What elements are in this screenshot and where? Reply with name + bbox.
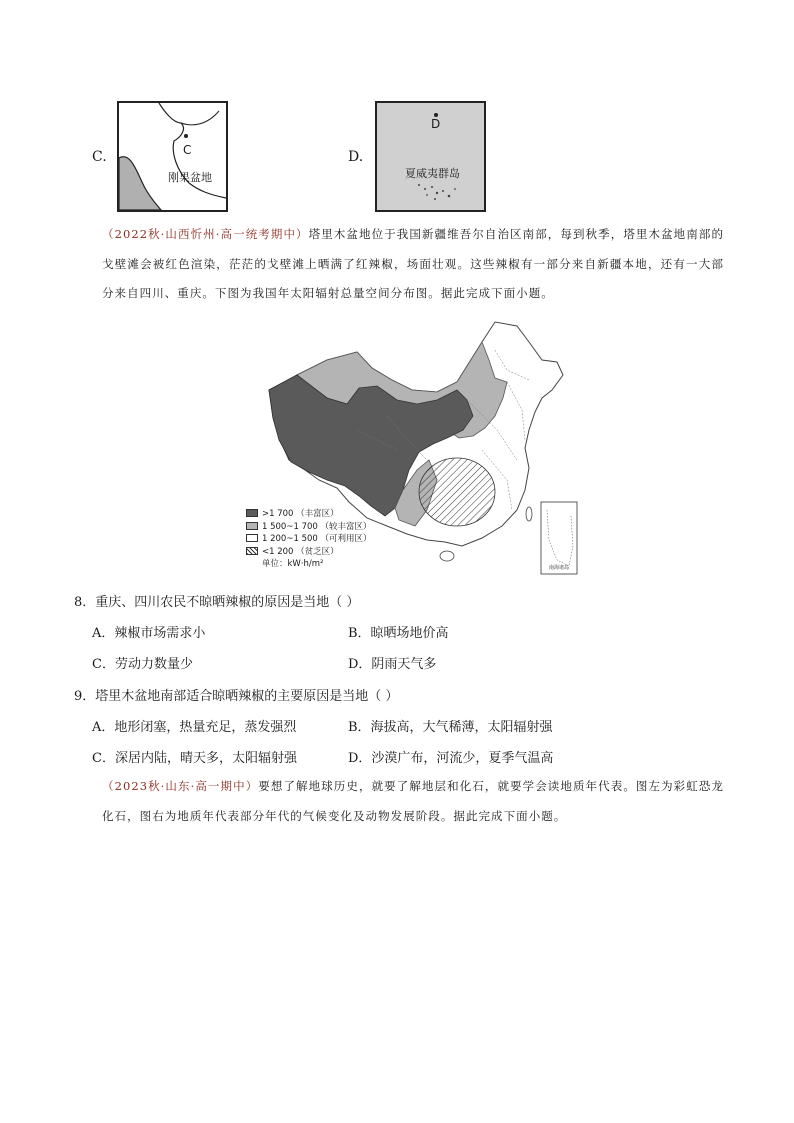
passage-source: （2022秋·山西忻州·高一统考期中） [102, 227, 309, 241]
point-d-label: D [431, 117, 441, 131]
congo-basin-label: 刚果盆地 [168, 171, 212, 184]
q9-option-b[interactable]: B．海拔高，大气稀薄，太阳辐射强 [348, 720, 553, 735]
q9-option-a[interactable]: A．地形闭塞，热量充足，蒸发强烈 [92, 720, 297, 735]
legend-row-rich [246, 507, 372, 520]
hawaii-label: 夏威夷群岛 [405, 167, 460, 180]
map-legend [246, 507, 372, 570]
legend-swatch-poor [246, 547, 258, 555]
legend-row-poor [246, 545, 372, 558]
legend-label-fairly-rich: 1 500~1 700 （较丰富区） [262, 521, 372, 532]
passage-text: 塔里木盆地位于我国新疆维吾尔自治区南部，每到秋季，塔里木盆地南部的戈壁滩会被红色渲染，茫茫的戈壁滩上晒满了红辣椒，场面壮观。这些辣椒有一部分来自新疆本地，还有一大部分来自四川、重庆。下图为我国年太阳辐射总量空间分布图。据此完成下面小题。 [102, 227, 724, 300]
q8-option-c[interactable]: C．劳动力数量少 [92, 657, 193, 672]
inset-label: 南海诸岛 [549, 565, 570, 571]
legend-swatch-rich [246, 509, 258, 517]
passage2-source: （2023秋·山东·高一期中） [102, 779, 259, 793]
option-d-letter: D. [348, 149, 364, 165]
q8-option-d[interactable]: D．阴雨天气多 [348, 657, 437, 672]
legend-row-usable [246, 532, 372, 545]
point-c-label: C [183, 143, 192, 157]
option-c-map [117, 101, 228, 212]
passage-tarim [74, 220, 724, 309]
passage2-text: 要想了解地球历史，就要了解地层和化石，就要学会读地质年代表。图左为彩虹恐龙化石，图右为地质年代表部分年代的气候变化及动物发展阶段。据此完成下面小题。 [102, 779, 724, 823]
passage-geologic-time [74, 772, 724, 831]
q8-option-a[interactable]: A．辣椒市场需求小 [92, 626, 206, 641]
legend-swatch-fairly-rich [246, 522, 258, 530]
legend-label-rich: >1 700 （丰富区） [262, 509, 339, 520]
legend-row-fairly-rich [246, 520, 372, 533]
congo-basin-map [119, 103, 226, 210]
legend-swatch-usable [246, 534, 258, 542]
q9-option-c[interactable]: C．深居内陆，晴天多，太阳辐射强 [92, 751, 297, 766]
legend-label-usable: 1 200~1 500 （可利用区） [262, 534, 372, 545]
question-8-stem: 8．重庆、四川农民不晾晒辣椒的原因是当地（ ） [74, 595, 360, 610]
legend-unit-text: 单位：kW·h/m² [262, 559, 324, 570]
option-d-map [375, 101, 486, 212]
q9-option-d[interactable]: D．沙漠广布，河流少，夏季气温高 [348, 751, 554, 766]
legend-label-poor: <1 200 （贫乏区） [262, 546, 339, 557]
q8-option-b[interactable]: B．晾晒场地价高 [348, 626, 449, 641]
option-c-letter: C. [92, 149, 107, 165]
legend-unit [246, 557, 372, 570]
question-9-stem: 9．塔里木盆地南部适合晾晒辣椒的主要原因是当地（ ） [74, 689, 399, 704]
